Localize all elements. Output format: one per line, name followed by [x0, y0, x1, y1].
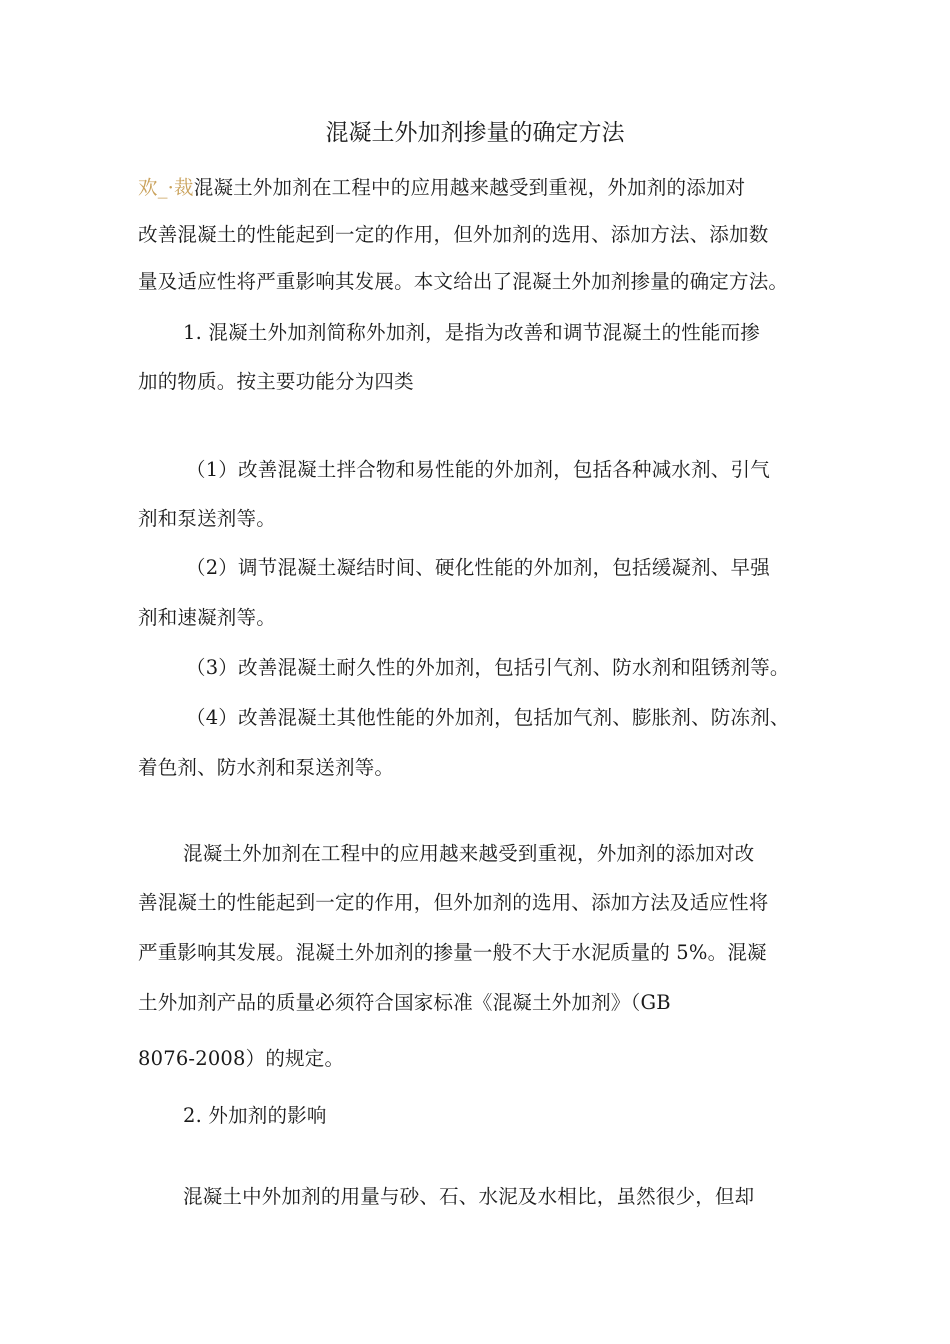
para2-line-2: 善混凝土的性能起到一定的作用，但外加剂的选用、添加方法及适应性将	[138, 891, 769, 914]
intro-line-3: 量及适应性将严重影响其发展。本文给出了混凝土外加剂掺量的确定方法。	[138, 270, 789, 293]
item2-line-1: （2）调节混凝土凝结时间、硬化性能的外加剂，包括缓凝剂、早强	[186, 556, 770, 579]
para2-line-1: 混凝土外加剂在工程中的应用越来越受到重视，外加剂的添加对改	[183, 842, 755, 865]
intro-text: 混凝土外加剂在工程中的应用越来越受到重视，外加剂的添加对	[193, 176, 746, 199]
intro-line-1	[138, 175, 745, 201]
item4-line-2: 着色剂、防水剂和泵送剂等。	[138, 756, 395, 779]
para2-line-5: 8076-2008）的规定。	[138, 1047, 345, 1070]
section2-line-1: 混凝土中外加剂的用量与砂、石、水泥及水相比，虽然很少，但却	[183, 1185, 755, 1208]
intro-line-2: 改善混凝土的性能起到一定的作用，但外加剂的选用、添加方法、添加数	[138, 223, 769, 246]
item3-line-1: （3）改善混凝土耐久性的外加剂，包括引气剂、防水剂和阻锈剂等。	[186, 656, 790, 679]
item2-line-2: 剂和速凝剂等。	[138, 606, 276, 629]
section1-line-2: 加的物质。按主要功能分为四类	[138, 370, 414, 393]
document-title: 混凝土外加剂掺量的确定方法	[325, 120, 625, 146]
item1-line-2: 剂和泵送剂等。	[138, 507, 276, 530]
brand-mark: 欢_·裁	[138, 176, 194, 199]
item4-line-1: （4）改善混凝土其他性能的外加剂，包括加气剂、膨胀剂、防冻剂、	[186, 706, 790, 729]
item1-line-1: （1）改善混凝土拌合物和易性能的外加剂，包括各种减水剂、引气	[186, 458, 770, 481]
section1-line-1: 1. 混凝土外加剂简称外加剂，是指为改善和调节混凝土的性能而掺	[183, 321, 761, 344]
para2-line-4: 土外加剂产品的质量必须符合国家标准《混凝土外加剂》（GB	[138, 991, 671, 1014]
section2-heading: 2. 外加剂的影响	[183, 1104, 327, 1127]
para2-line-3: 严重影响其发展。混凝土外加剂的掺量一般不大于水泥质量的 5%。混凝	[138, 941, 767, 964]
